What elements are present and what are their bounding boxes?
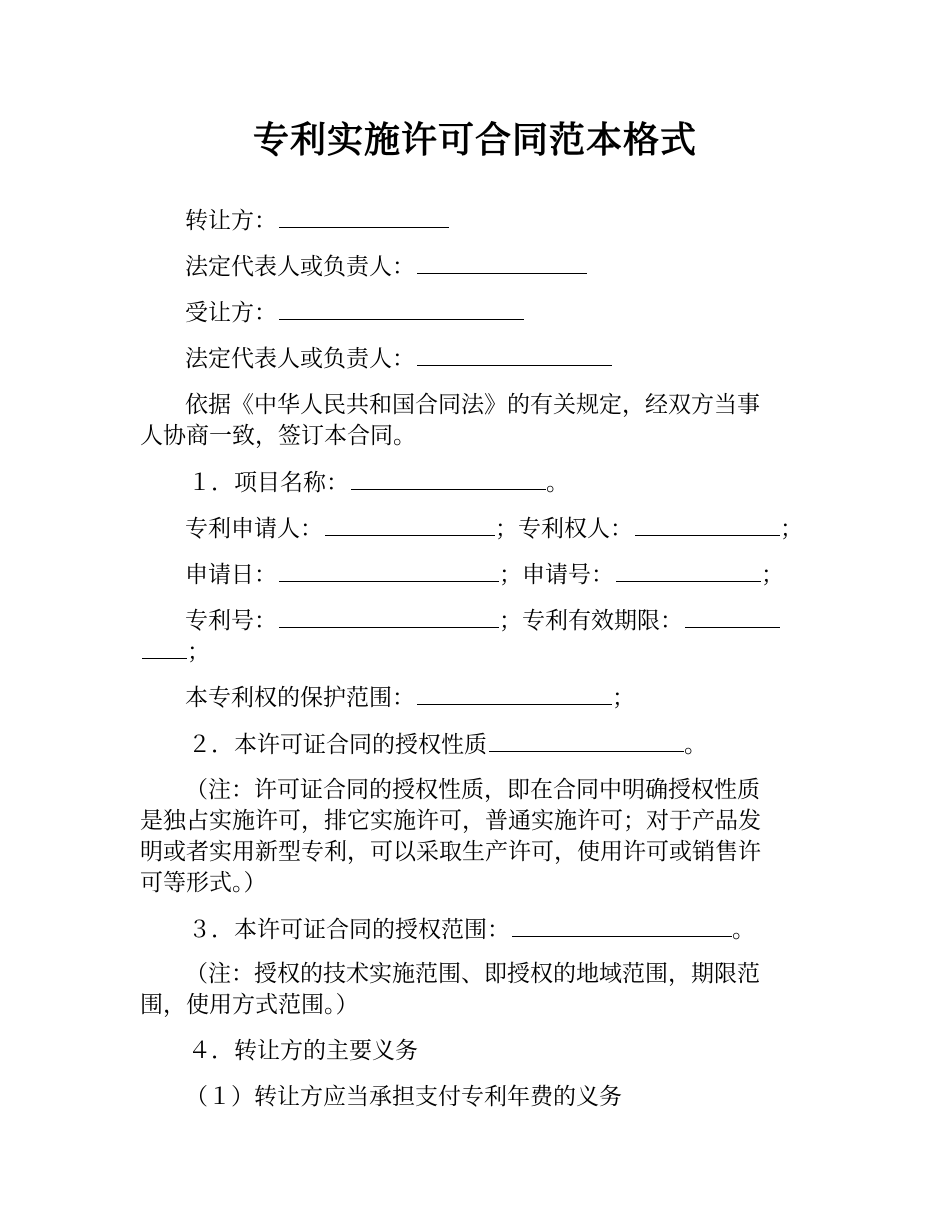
- document-title: 专利实施许可合同范本格式: [252, 120, 697, 161]
- scope-end: ；: [612, 685, 635, 711]
- section4-heading: ４．转让方的主要义务: [188, 1038, 418, 1064]
- scope-line: [140, 682, 865, 714]
- patentee-end: ；: [780, 516, 803, 542]
- preamble-line-1: 依据《中华人民共和国合同法》的有关规定，经双方当事: [185, 392, 760, 418]
- license-nature-blank[interactable]: [489, 729, 684, 752]
- applicant-label: 专利申请人：: [185, 516, 323, 542]
- transferee-label: 受让方：: [185, 300, 277, 326]
- preamble-line-2: 人协商一致，签订本合同。: [140, 423, 416, 449]
- patentee-blank[interactable]: [635, 513, 780, 536]
- apply-date-label: 申请日：: [185, 562, 277, 588]
- section3-note-1: （注：授权的技术实施范围、即授权的地域范围，期限范: [185, 961, 760, 987]
- section2-end: 。: [684, 732, 707, 758]
- section3-end: 。: [732, 917, 755, 943]
- apply-no-label: 申请号：: [522, 562, 614, 588]
- section1-heading-label: １．项目名称：: [188, 470, 349, 496]
- section2-heading: [140, 729, 868, 761]
- validity-blank-cont[interactable]: [142, 636, 187, 659]
- apply-no-blank[interactable]: [616, 559, 761, 582]
- patent-no-line: [140, 605, 865, 637]
- patent-no-blank[interactable]: [279, 605, 499, 628]
- validity-blank[interactable]: [685, 605, 780, 628]
- section2-note-2: 是独占实施许可，排它实施许可，普通实施许可；对于产品发: [140, 808, 761, 834]
- apply-date-line: [140, 559, 865, 591]
- transferor-rep-line: [140, 251, 865, 283]
- section3-heading: [140, 914, 868, 946]
- applicant-blank[interactable]: [325, 513, 495, 536]
- transferor-blank[interactable]: [279, 205, 449, 228]
- transferor-line: [140, 205, 865, 237]
- project-name-blank[interactable]: [351, 467, 546, 490]
- transferor-label: 转让方：: [185, 208, 277, 234]
- section2-heading-label: ２．本许可证合同的授权性质: [188, 732, 487, 758]
- scope-label: 本专利权的保护范围：: [185, 685, 415, 711]
- license-scope-blank[interactable]: [512, 914, 732, 937]
- transferee-blank[interactable]: [279, 297, 524, 320]
- patentee-label: 专利权人：: [518, 516, 633, 542]
- validity-end: ；: [187, 639, 210, 665]
- transferee-rep-blank[interactable]: [417, 343, 612, 366]
- scope-blank[interactable]: [417, 682, 612, 705]
- section2-note-4: 可等形式。）: [140, 870, 267, 896]
- patent-no-label: 专利号：: [185, 608, 277, 634]
- apply-date-sep: ；: [499, 562, 522, 588]
- transferee-line: [140, 297, 865, 329]
- applicant-sep: ；: [495, 516, 518, 542]
- validity-continuation: [140, 636, 820, 668]
- patent-no-sep: ；: [499, 608, 522, 634]
- section3-note-2: 围，使用方式范围。）: [140, 992, 359, 1018]
- applicant-line: [140, 513, 865, 545]
- transferor-rep-blank[interactable]: [417, 251, 587, 274]
- section1-heading: [140, 467, 868, 499]
- section1-end: 。: [546, 470, 569, 496]
- section2-note-3: 明或者实用新型专利，可以采取生产许可，使用许可或销售许: [140, 839, 761, 865]
- section2-note-1: （注：许可证合同的授权性质，即在合同中明确授权性质: [185, 777, 760, 803]
- apply-date-blank[interactable]: [279, 559, 499, 582]
- transferor-rep-label: 法定代表人或负责人：: [185, 254, 415, 280]
- transferee-rep-label: 法定代表人或负责人：: [185, 346, 415, 372]
- transferee-rep-line: [140, 343, 865, 375]
- section3-heading-label: ３．本许可证合同的授权范围：: [188, 917, 510, 943]
- apply-no-end: ；: [761, 562, 784, 588]
- validity-label: 专利有效期限：: [522, 608, 683, 634]
- section4-item-1: （１）转让方应当承担支付专利年费的义务: [185, 1084, 622, 1110]
